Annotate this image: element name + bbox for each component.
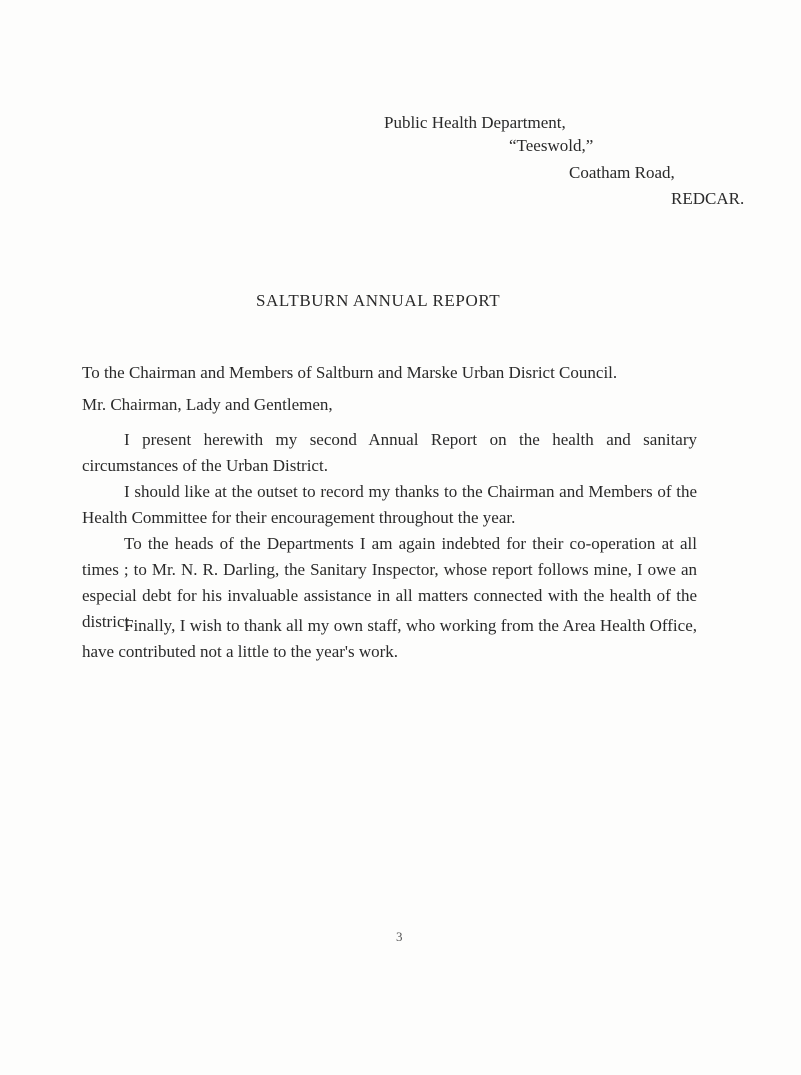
page-number: 3 <box>396 929 403 944</box>
paragraph-present-report: I present herewith my second Annual Report on the health and sanitary circumstances of the Urban District. <box>82 430 697 475</box>
report-title: SALTBURN ANNUAL REPORT <box>256 291 501 310</box>
address-department: Public Health Department, <box>384 113 566 132</box>
paragraph-thanks-staff: Finally, I wish to thank all my own staff, who working from the Area Health Office, have contributed not a little to the year's work. <box>82 616 697 661</box>
address-building: “Teeswold,” <box>509 136 594 155</box>
paragraph-thanks-departments: To the heads of the Departments I am again indebted for their co-operation at all times ; to Mr. N. R. Darling, the Sanitary Inspector, whose report follows mine, I owe an especial debt for his invaluable assistance in all matters connected with the health of the district. <box>82 534 697 631</box>
addressee-line: To the Chairman and Members of Saltburn and Marske Urban Disrict Council. <box>82 363 618 382</box>
address-street: Coatham Road, <box>569 163 675 182</box>
salutation-line: Mr. Chairman, Lady and Gentlemen, <box>82 395 333 414</box>
address-town: REDCAR. <box>671 189 745 208</box>
paragraph-thanks-committee: I should like at the outset to record my thanks to the Chairman and Members of the Health Committee for their encouragement throughout the year. <box>82 482 697 527</box>
